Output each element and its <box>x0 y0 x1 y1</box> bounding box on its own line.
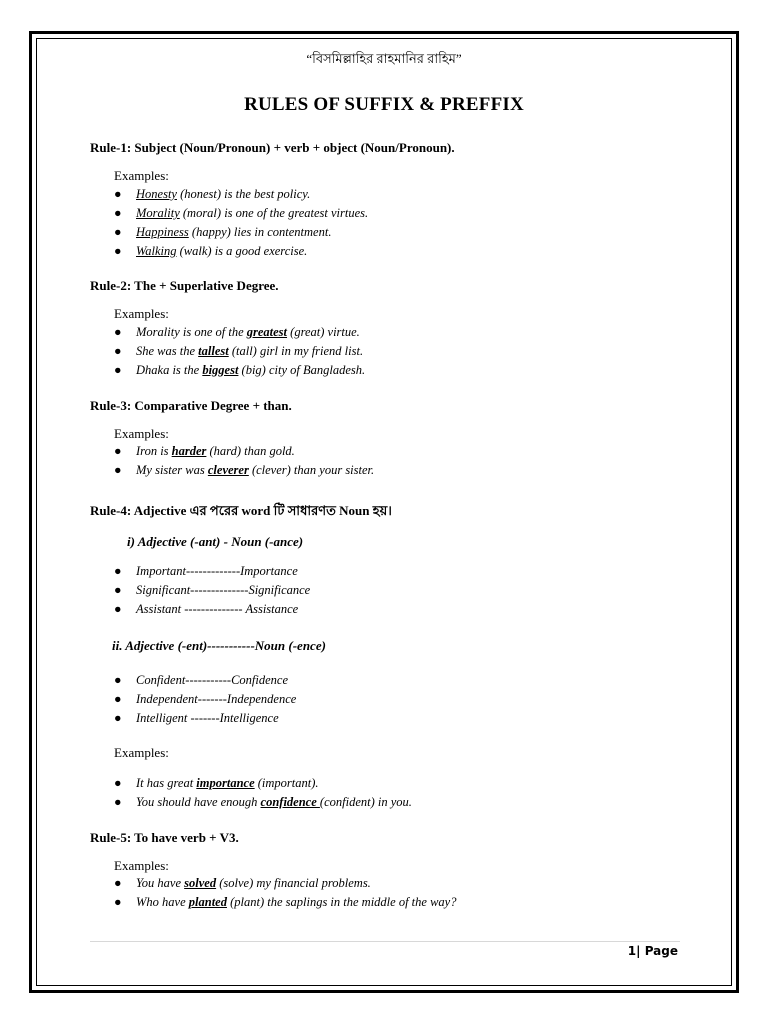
list-item: ● It has great importance (important). <box>114 776 319 790</box>
list-item: ● You have solved (solve) my financial problems. <box>114 876 371 890</box>
list-item: ● She was the tallest (tall) girl in my friend list. <box>114 344 364 358</box>
rule-2-heading: Rule-2: The + Superlative Degree. <box>90 278 279 293</box>
list-item: ● Dhaka is the biggest (big) city of Bangladesh. <box>114 363 366 377</box>
list-item: ● Significant--------------Significance <box>114 583 311 597</box>
list-item: ● My sister was cleverer (clever) than your sister. <box>114 463 375 477</box>
rule-3-examples-label: Examples: <box>114 426 169 441</box>
list-item: ● Morality (moral) is one of the greatest virtues. <box>114 206 369 220</box>
rule-2-examples-label: Examples: <box>114 306 169 321</box>
list-item: ● Assistant -------------- Assistance <box>114 602 299 616</box>
rule-4-subheading-ant: i) Adjective (-ant) - Noun (-ance) <box>127 534 304 549</box>
blessing-text: “বিসমিল্লাহির রাহমানির রাহিম” <box>306 51 462 66</box>
list-item: ● Important-------------Importance <box>114 564 298 578</box>
rule-1-heading: Rule-1: Subject (Noun/Pronoun) + verb + object (Noun/Pronoun). <box>90 140 455 155</box>
list-item: ● Iron is harder (hard) than gold. <box>114 444 295 458</box>
rule-4-heading: Rule-4: Adjective এর পরের word টি সাধারণত Noun হয়। <box>90 503 392 518</box>
rule-3-heading: Rule-3: Comparative Degree + than. <box>90 398 292 413</box>
page-title: RULES OF SUFFIX & PREFFIX <box>244 94 524 115</box>
rule-5-examples-label: Examples: <box>114 858 169 873</box>
list-item: ● You should have enough confidence (confident) in you. <box>114 795 412 809</box>
list-item: ● Independent-------Independence <box>114 692 297 706</box>
list-item: ● Who have planted (plant) the saplings in the middle of the way? <box>114 895 457 909</box>
list-item: ● Confident-----------Confidence <box>114 673 289 687</box>
rule-4-subheading-ent: ii. Adjective (-ent)-----------Noun (-ence) <box>112 638 326 653</box>
footer-divider <box>90 941 680 942</box>
rule-5-heading: Rule-5: To have verb + V3. <box>90 830 239 845</box>
list-item: ● Morality is one of the greatest (great) virtue. <box>114 325 360 339</box>
rule-1-examples-label: Examples: <box>114 168 169 183</box>
page-number: 1| Page <box>627 944 678 958</box>
list-item: ● Happiness (happy) lies in contentment. <box>114 225 332 239</box>
list-item: ● Intelligent -------Intelligence <box>114 711 279 725</box>
rule-4-examples-label: Examples: <box>114 745 169 760</box>
list-item: ● Honesty (honest) is the best policy. <box>114 187 311 201</box>
list-item: ● Walking (walk) is a good exercise. <box>114 244 308 258</box>
